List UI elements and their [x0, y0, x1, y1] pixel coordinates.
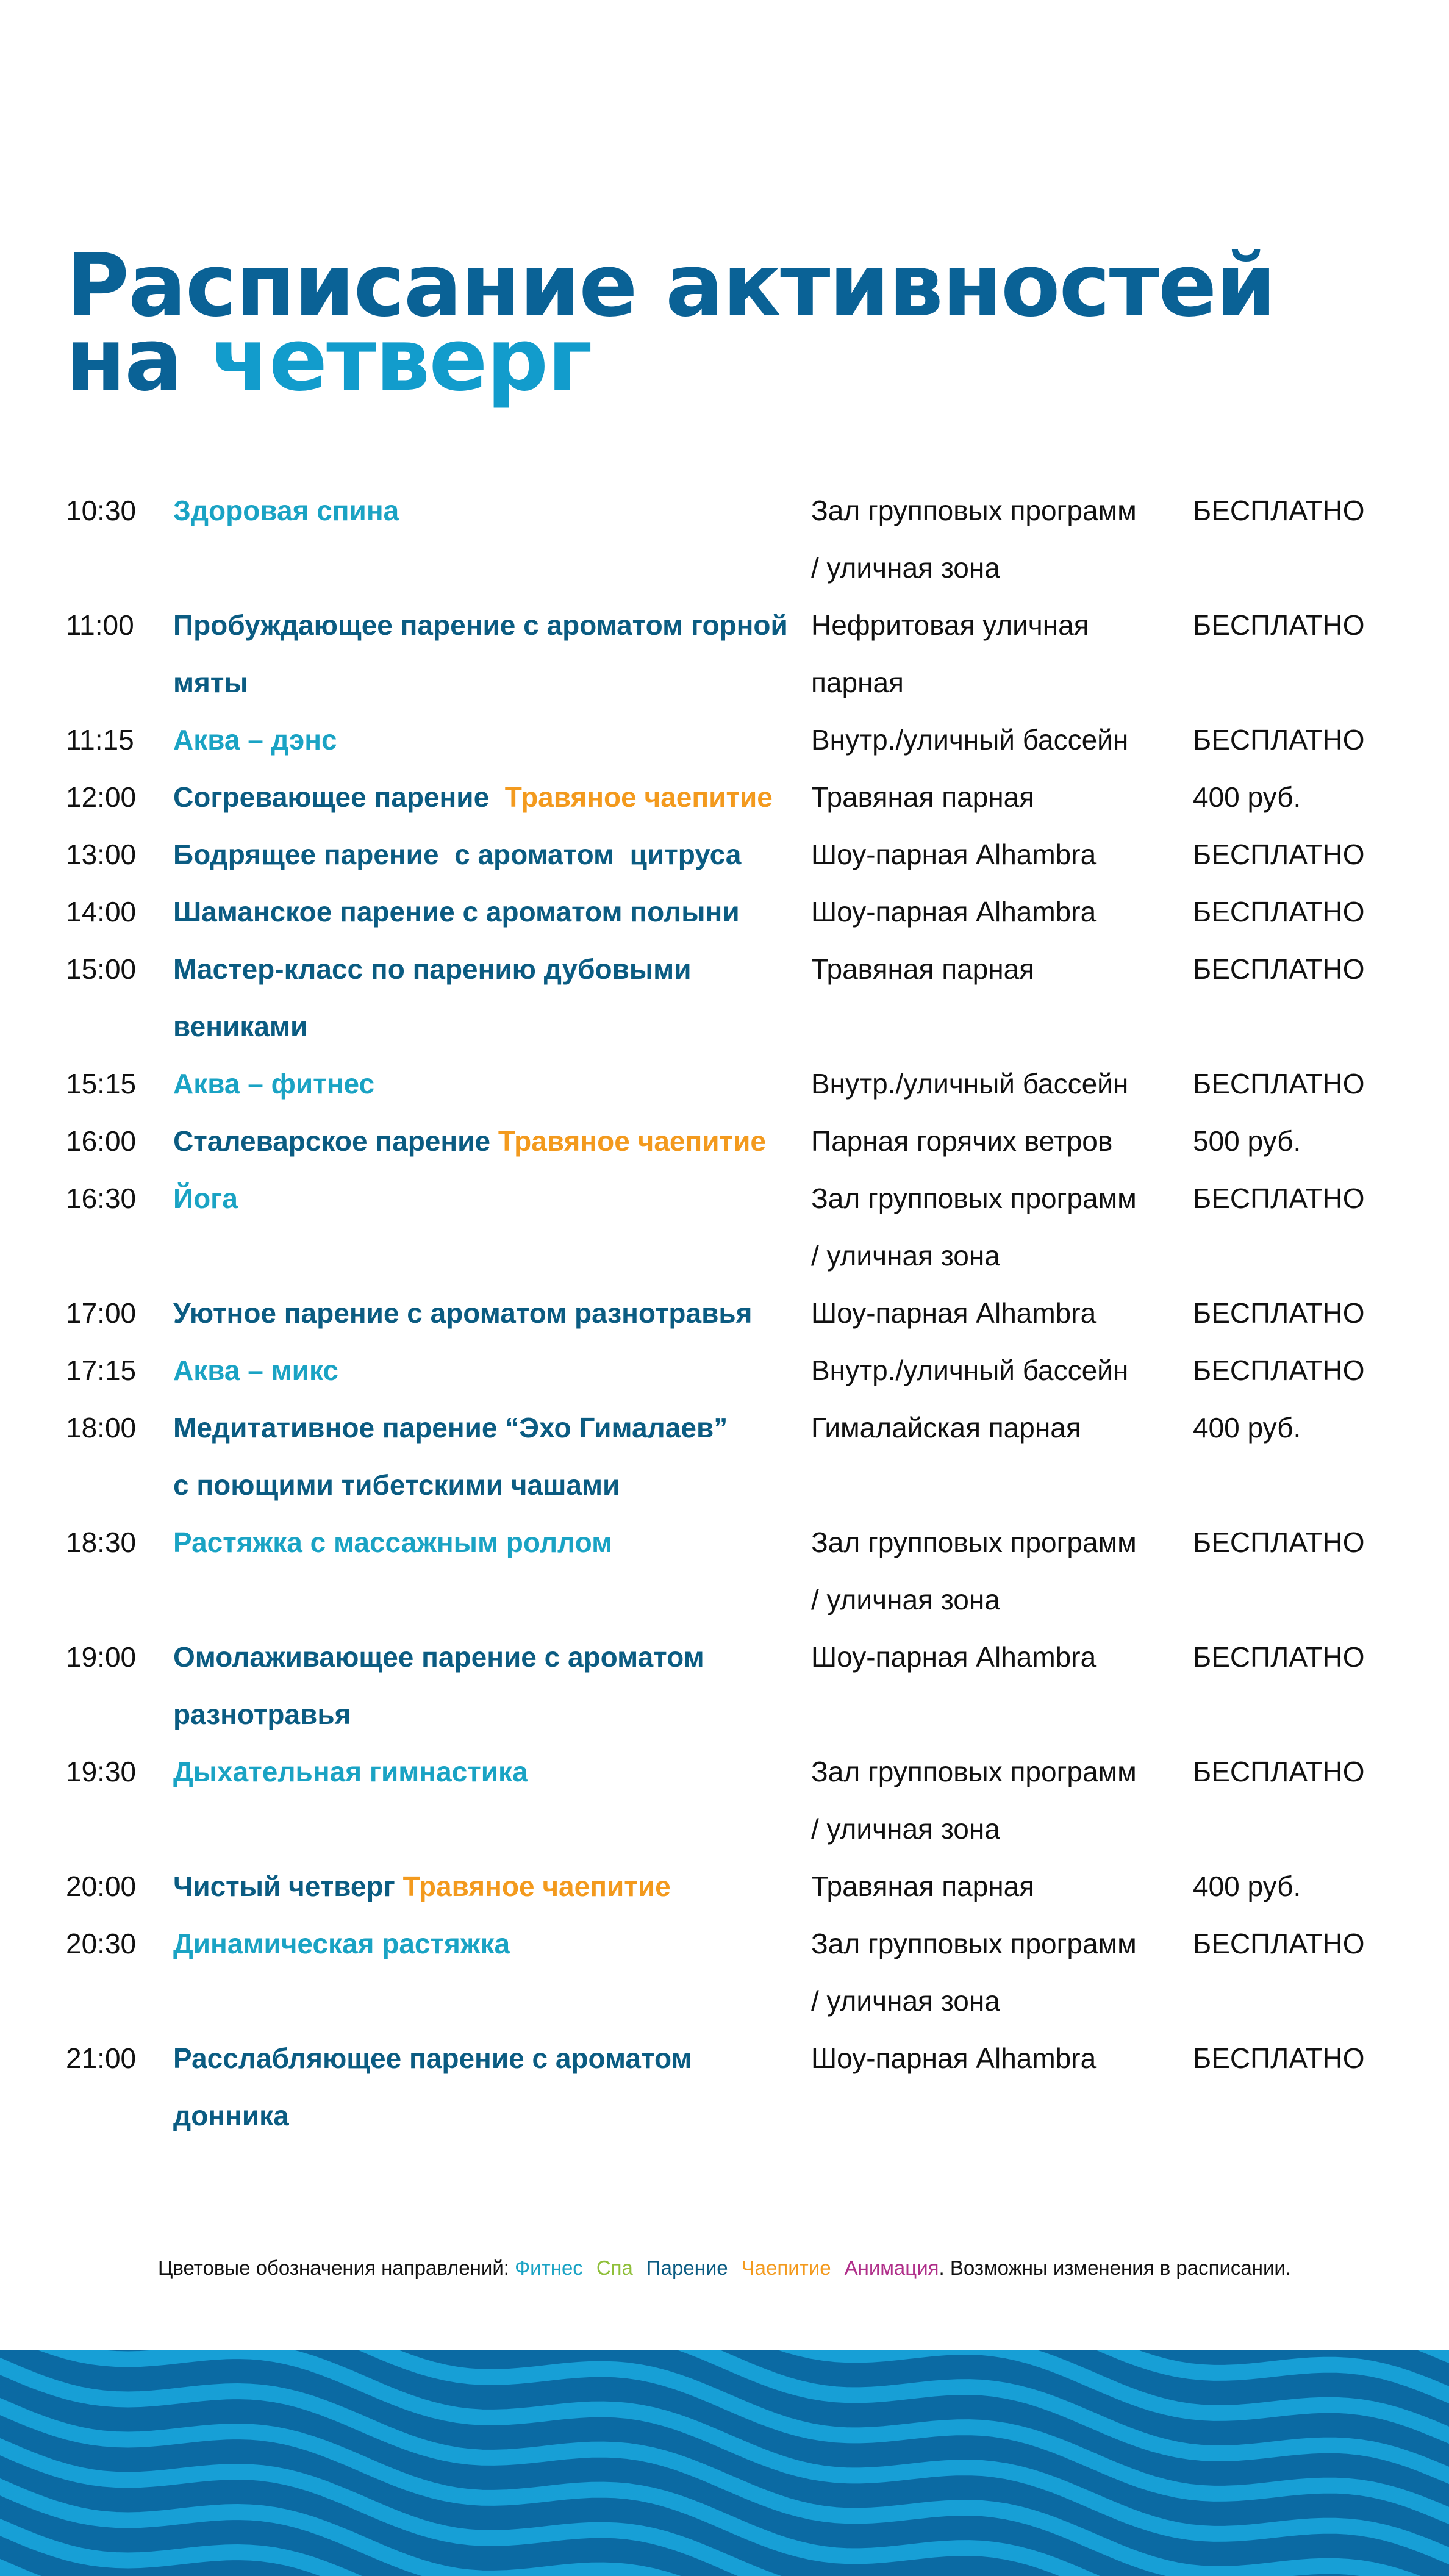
schedule-row — [66, 1170, 1395, 1284]
activity-location-line: Внутр./уличный бассейн — [811, 724, 1129, 756]
activity-name — [173, 940, 856, 1055]
activity-name-part: Дыхательная гимнастика — [173, 1756, 528, 1787]
activity-location — [811, 1055, 1177, 1112]
activity-time: 20:30 — [66, 1928, 137, 1959]
activity-time: 15:00 — [66, 953, 137, 985]
legend-steam: Парение — [646, 2256, 728, 2279]
activity-location-line: Травяная парная — [811, 1870, 1035, 1902]
activity-price: БЕСПЛАТНО — [1193, 724, 1365, 756]
activity-price: 400 руб. — [1193, 781, 1301, 813]
activity-location — [811, 1284, 1177, 1342]
title-day: четверг — [210, 310, 592, 410]
activity-name — [173, 1915, 856, 1972]
activity-name-part: мяты — [173, 667, 248, 698]
activity-location-line: Зал групповых программ — [811, 1526, 1137, 1558]
activity-location-line: / уличная зона — [811, 552, 1000, 584]
activity-name — [173, 883, 856, 940]
schedule-row — [66, 596, 1395, 711]
schedule-row — [66, 1628, 1395, 1743]
activity-location — [811, 1170, 1177, 1284]
activity-name-part: Йога — [173, 1182, 238, 1214]
activity-name-part: Аква – фитнес — [173, 1068, 375, 1100]
schedule-row — [66, 1399, 1395, 1514]
activity-name — [173, 826, 856, 883]
activity-name — [173, 1342, 856, 1399]
schedule-row — [66, 1055, 1395, 1112]
activity-location — [811, 768, 1177, 826]
activity-name-part: Омолаживающее парение с ароматом — [173, 1641, 704, 1673]
activity-time: 15:15 — [66, 1068, 137, 1100]
legend-suffix: . Возможны изменения в расписании. — [939, 2256, 1292, 2279]
activity-location-line: Шоу-парная Alhambra — [811, 1641, 1097, 1673]
schedule-row — [66, 1342, 1395, 1399]
title-line-1: Расписание активностей — [66, 235, 1275, 336]
activity-location-line: Внутр./уличный бассейн — [811, 1354, 1129, 1386]
activity-time: 13:00 — [66, 839, 137, 870]
wave-stripe — [0, 2350, 1449, 2576]
activity-name — [173, 1170, 856, 1227]
activity-location — [811, 482, 1177, 596]
legend-fitness: Фитнес — [515, 2256, 583, 2279]
activity-location — [811, 1628, 1177, 1686]
schedule-row — [66, 883, 1395, 940]
activity-location — [811, 826, 1177, 883]
schedule-row — [66, 2030, 1395, 2144]
title-prefix: на — [66, 310, 211, 410]
activity-name-part: Здоровая спина — [173, 495, 399, 526]
activity-name — [173, 596, 856, 711]
activity-time: 14:00 — [66, 896, 137, 928]
activity-name-part: Расслабляющее парение с ароматом — [173, 2042, 692, 2074]
schedule-table — [66, 482, 1395, 2144]
activity-name-part: Аква – микс — [173, 1354, 338, 1386]
activity-price: БЕСПЛАТНО — [1193, 1068, 1365, 1100]
schedule-row — [66, 1514, 1395, 1628]
activity-time: 16:30 — [66, 1182, 137, 1214]
activity-name-part: Аква – дэнс — [173, 724, 337, 756]
activity-location-line: / уличная зона — [811, 1584, 1000, 1615]
activity-location — [811, 1399, 1177, 1456]
activity-name-part: Согревающее парение — [173, 781, 505, 813]
activity-name — [173, 1628, 856, 1743]
activity-price: БЕСПЛАТНО — [1193, 896, 1365, 928]
activity-name — [173, 2030, 856, 2144]
legend-tea: Чаепитие — [741, 2256, 831, 2279]
activity-location-line: Травяная парная — [811, 781, 1035, 813]
activity-location — [811, 596, 1177, 711]
activity-location-line: Шоу-парная Alhambra — [811, 896, 1097, 928]
activity-time: 20:00 — [66, 1870, 137, 1902]
activity-name — [173, 1112, 856, 1170]
activity-name-part: Уютное парение с ароматом разнотравья — [173, 1297, 753, 1329]
activity-time: 19:00 — [66, 1641, 137, 1673]
schedule-row — [66, 482, 1395, 596]
activity-price: БЕСПЛАТНО — [1193, 495, 1365, 526]
activity-location-line: Шоу-парная Alhambra — [811, 2042, 1097, 2074]
activity-name — [173, 1743, 856, 1800]
schedule-row — [66, 1915, 1395, 2030]
activity-name — [173, 1514, 856, 1571]
activity-location-line: Зал групповых программ — [811, 1756, 1137, 1787]
activity-name-part: Мастер-класс по парению дубовыми — [173, 953, 692, 985]
activity-name — [173, 711, 856, 768]
schedule-row — [66, 1743, 1395, 1858]
activity-price: БЕСПЛАТНО — [1193, 1641, 1365, 1673]
legend-spa: Спа — [596, 2256, 633, 2279]
activity-name-part: с поющими тибетскими чашами — [173, 1469, 620, 1501]
activity-price: БЕСПЛАТНО — [1193, 2042, 1365, 2074]
activity-time: 19:30 — [66, 1756, 137, 1787]
activity-name-part: Медитативное парение “Эхо Гималаев” — [173, 1412, 728, 1444]
activity-price: БЕСПЛАТНО — [1193, 1297, 1365, 1329]
activity-price: БЕСПЛАТНО — [1193, 1756, 1365, 1787]
activity-time: 12:00 — [66, 781, 137, 813]
wave-pattern-footer — [0, 2350, 1449, 2576]
activity-name-part: разнотравья — [173, 1698, 351, 1730]
activity-location-line: Шоу-парная Alhambra — [811, 1297, 1097, 1329]
tea-ceremony-label: Травяное чаепитие — [498, 1125, 766, 1157]
activity-location-line: / уличная зона — [811, 1985, 1000, 2017]
activity-location — [811, 940, 1177, 998]
activity-location — [811, 1858, 1177, 1915]
activity-location-line: Шоу-парная Alhambra — [811, 839, 1097, 870]
tea-ceremony-label: Травяное чаепитие — [402, 1870, 671, 1902]
activity-price: БЕСПЛАТНО — [1193, 1526, 1365, 1558]
activity-location — [811, 1743, 1177, 1858]
activity-time: 18:00 — [66, 1412, 137, 1444]
schedule-row — [66, 940, 1395, 1055]
schedule-row — [66, 1858, 1395, 1915]
activity-location-line: Гималайская парная — [811, 1412, 1081, 1444]
activity-location-line: / уличная зона — [811, 1813, 1000, 1845]
activity-time: 10:30 — [66, 495, 137, 526]
activity-time: 17:15 — [66, 1354, 137, 1386]
activity-price: БЕСПЛАТНО — [1193, 1928, 1365, 1959]
activity-location — [811, 1342, 1177, 1399]
activity-price: 400 руб. — [1193, 1870, 1301, 1902]
activity-name-part: Пробуждающее парение с ароматом горной — [173, 609, 788, 641]
activity-price: БЕСПЛАТНО — [1193, 609, 1365, 641]
activity-location — [811, 2030, 1177, 2087]
activity-location — [811, 883, 1177, 940]
activity-location-line: Нефритовая уличная — [811, 609, 1089, 641]
legend-animation: Анимация — [844, 2256, 939, 2279]
activity-location-line: Зал групповых программ — [811, 495, 1137, 526]
activity-name — [173, 768, 856, 826]
activity-name-part: Чистый четверг — [173, 1870, 403, 1902]
activity-price: БЕСПЛАТНО — [1193, 1182, 1365, 1214]
wave-pattern — [0, 2350, 1449, 2576]
activity-name-part: Динамическая растяжка — [173, 1928, 510, 1959]
schedule-row — [66, 711, 1395, 768]
activity-name-part: Бодрящее парение с ароматом цитруса — [173, 839, 742, 870]
activity-price: БЕСПЛАТНО — [1193, 839, 1365, 870]
schedule-row — [66, 1284, 1395, 1342]
legend-prefix: Цветовые обозначения направлений: — [157, 2256, 515, 2279]
tea-ceremony-label: Травяное чаепитие — [504, 781, 773, 813]
activity-price: БЕСПЛАТНО — [1193, 1354, 1365, 1386]
activity-name — [173, 1399, 856, 1514]
activity-name-part: Шаманское парение с ароматом полыни — [173, 896, 740, 928]
activity-location-line: Зал групповых программ — [811, 1182, 1137, 1214]
activity-name-part: вениками — [173, 1011, 308, 1042]
activity-name — [173, 482, 856, 539]
activity-name-part: донника — [173, 2100, 289, 2131]
activity-time: 11:15 — [66, 724, 134, 756]
activity-name — [173, 1284, 856, 1342]
activity-location-line: Зал групповых программ — [811, 1928, 1137, 1959]
activity-name — [173, 1858, 856, 1915]
schedule-row — [66, 1112, 1395, 1170]
activity-time: 11:00 — [66, 609, 134, 641]
activity-price: 500 руб. — [1193, 1125, 1301, 1157]
activity-name — [173, 1055, 856, 1112]
activity-time: 17:00 — [66, 1297, 137, 1329]
activity-time: 21:00 — [66, 2042, 137, 2074]
activity-price: 400 руб. — [1193, 1412, 1301, 1444]
activity-time: 16:00 — [66, 1125, 137, 1157]
activity-location-line: Парная горячих ветров — [811, 1125, 1113, 1157]
activity-location — [811, 1514, 1177, 1628]
activity-location-line: / уличная зона — [811, 1240, 1000, 1272]
activity-location-line: Травяная парная — [811, 953, 1035, 985]
activity-price: БЕСПЛАТНО — [1193, 953, 1365, 985]
activity-name-part: Растяжка с массажным роллом — [173, 1526, 613, 1558]
activity-time: 18:30 — [66, 1526, 137, 1558]
activity-location-line: Внутр./уличный бассейн — [811, 1068, 1129, 1100]
schedule-row — [66, 826, 1395, 883]
activity-location — [811, 1915, 1177, 2030]
activity-location — [811, 711, 1177, 768]
activity-name-part: Сталеварское парение — [173, 1125, 498, 1157]
schedule-row — [66, 768, 1395, 826]
color-legend — [0, 2256, 1449, 2280]
activity-location — [811, 1112, 1177, 1170]
page-title — [66, 235, 1275, 410]
activity-location-line: парная — [811, 667, 904, 698]
